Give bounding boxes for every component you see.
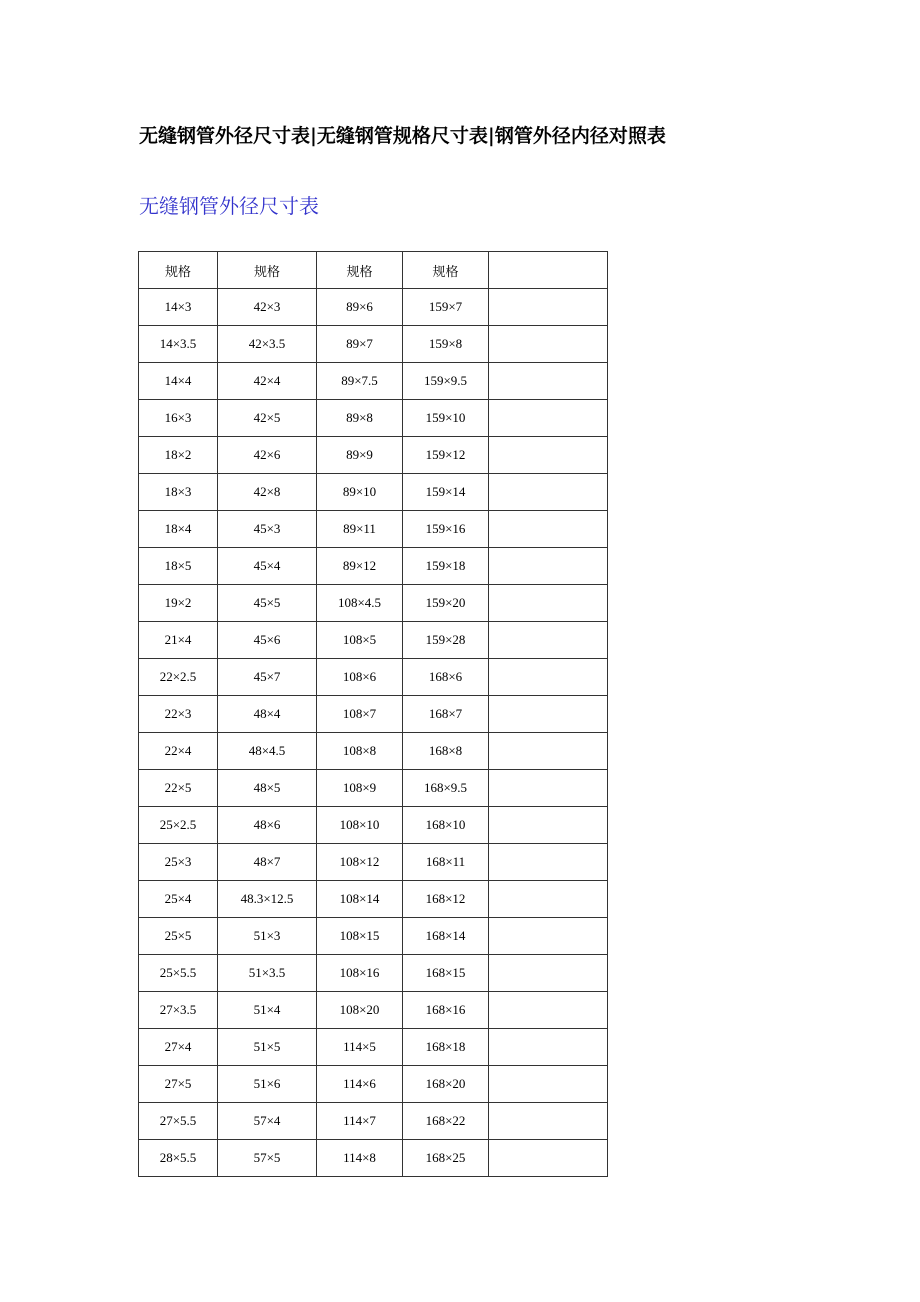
table-cell: 25×5.5 bbox=[139, 955, 218, 992]
table-cell: 168×10 bbox=[403, 807, 489, 844]
table-cell: 42×5 bbox=[218, 400, 317, 437]
table-cell: 159×8 bbox=[403, 326, 489, 363]
table-cell: 108×6 bbox=[317, 659, 403, 696]
table-cell: 27×3.5 bbox=[139, 992, 218, 1029]
table-cell: 22×4 bbox=[139, 733, 218, 770]
table-cell: 18×2 bbox=[139, 437, 218, 474]
table-cell: 48×6 bbox=[218, 807, 317, 844]
table-cell bbox=[489, 622, 608, 659]
table-cell: 159×10 bbox=[403, 400, 489, 437]
table-cell bbox=[489, 400, 608, 437]
table-cell: 21×4 bbox=[139, 622, 218, 659]
table-row bbox=[139, 992, 608, 1029]
table-cell: 48×4 bbox=[218, 696, 317, 733]
table-row bbox=[139, 918, 608, 955]
table-cell bbox=[489, 548, 608, 585]
spec-table bbox=[138, 251, 608, 1177]
table-row bbox=[139, 1103, 608, 1140]
table-header-row bbox=[139, 252, 608, 289]
table-cell: 108×9 bbox=[317, 770, 403, 807]
table-cell: 14×3 bbox=[139, 289, 218, 326]
table-cell bbox=[489, 696, 608, 733]
table-cell: 28×5.5 bbox=[139, 1140, 218, 1177]
table-cell: 168×16 bbox=[403, 992, 489, 1029]
table-cell: 42×4 bbox=[218, 363, 317, 400]
table-cell: 168×18 bbox=[403, 1029, 489, 1066]
table-cell bbox=[489, 326, 608, 363]
table-cell: 25×2.5 bbox=[139, 807, 218, 844]
table-cell: 89×7.5 bbox=[317, 363, 403, 400]
table-cell: 159×18 bbox=[403, 548, 489, 585]
table-row bbox=[139, 437, 608, 474]
table-cell: 108×12 bbox=[317, 844, 403, 881]
table-cell bbox=[489, 844, 608, 881]
table-cell: 57×5 bbox=[218, 1140, 317, 1177]
table-cell: 14×3.5 bbox=[139, 326, 218, 363]
table-cell: 42×6 bbox=[218, 437, 317, 474]
table-cell: 159×7 bbox=[403, 289, 489, 326]
table-cell: 18×4 bbox=[139, 511, 218, 548]
table-cell bbox=[489, 437, 608, 474]
table-row bbox=[139, 585, 608, 622]
document-title: 无缝钢管外径尺寸表|无缝钢管规格尺寸表|钢管外径内径对照表 bbox=[139, 125, 666, 147]
table-cell: 114×7 bbox=[317, 1103, 403, 1140]
table-cell bbox=[489, 511, 608, 548]
table-cell: 108×14 bbox=[317, 881, 403, 918]
table-cell: 27×4 bbox=[139, 1029, 218, 1066]
table-cell: 114×8 bbox=[317, 1140, 403, 1177]
table-cell: 89×9 bbox=[317, 437, 403, 474]
table-cell: 168×15 bbox=[403, 955, 489, 992]
table-row bbox=[139, 659, 608, 696]
table-cell: 89×11 bbox=[317, 511, 403, 548]
table-cell bbox=[489, 955, 608, 992]
table-row bbox=[139, 511, 608, 548]
table-cell: 19×2 bbox=[139, 585, 218, 622]
table-cell: 14×4 bbox=[139, 363, 218, 400]
header-cell: 规格 bbox=[317, 252, 403, 289]
table-row bbox=[139, 548, 608, 585]
header-cell bbox=[489, 252, 608, 289]
table-cell: 42×3.5 bbox=[218, 326, 317, 363]
table-cell: 27×5.5 bbox=[139, 1103, 218, 1140]
table-row bbox=[139, 289, 608, 326]
table-cell: 168×11 bbox=[403, 844, 489, 881]
table-cell: 48×5 bbox=[218, 770, 317, 807]
table-cell: 108×7 bbox=[317, 696, 403, 733]
table-cell: 22×5 bbox=[139, 770, 218, 807]
table-cell bbox=[489, 659, 608, 696]
table-cell: 168×6 bbox=[403, 659, 489, 696]
table-cell: 108×5 bbox=[317, 622, 403, 659]
table-cell: 25×3 bbox=[139, 844, 218, 881]
table-cell: 168×9.5 bbox=[403, 770, 489, 807]
table-cell bbox=[489, 918, 608, 955]
table-cell: 45×6 bbox=[218, 622, 317, 659]
table-cell: 89×7 bbox=[317, 326, 403, 363]
table-cell: 108×16 bbox=[317, 955, 403, 992]
table-cell bbox=[489, 289, 608, 326]
table-cell: 22×2.5 bbox=[139, 659, 218, 696]
table-cell: 25×5 bbox=[139, 918, 218, 955]
table-cell: 48.3×12.5 bbox=[218, 881, 317, 918]
table-row bbox=[139, 400, 608, 437]
table-cell bbox=[489, 992, 608, 1029]
table-cell: 18×5 bbox=[139, 548, 218, 585]
table-cell bbox=[489, 1029, 608, 1066]
table-row bbox=[139, 770, 608, 807]
table-row bbox=[139, 733, 608, 770]
table-cell: 45×7 bbox=[218, 659, 317, 696]
table-cell: 16×3 bbox=[139, 400, 218, 437]
table-cell bbox=[489, 474, 608, 511]
table-cell: 159×28 bbox=[403, 622, 489, 659]
table-cell: 168×7 bbox=[403, 696, 489, 733]
table-cell: 114×6 bbox=[317, 1066, 403, 1103]
table-cell: 42×8 bbox=[218, 474, 317, 511]
table-cell: 48×7 bbox=[218, 844, 317, 881]
table-cell: 159×12 bbox=[403, 437, 489, 474]
table-cell bbox=[489, 363, 608, 400]
table-cell: 159×9.5 bbox=[403, 363, 489, 400]
table-cell bbox=[489, 1103, 608, 1140]
table-cell bbox=[489, 881, 608, 918]
table-cell: 45×4 bbox=[218, 548, 317, 585]
table-cell: 51×6 bbox=[218, 1066, 317, 1103]
table-cell: 159×20 bbox=[403, 585, 489, 622]
table-cell: 108×4.5 bbox=[317, 585, 403, 622]
table-row bbox=[139, 881, 608, 918]
table-cell: 27×5 bbox=[139, 1066, 218, 1103]
table-cell: 108×20 bbox=[317, 992, 403, 1029]
table-cell bbox=[489, 807, 608, 844]
table-cell: 48×4.5 bbox=[218, 733, 317, 770]
table-cell: 159×14 bbox=[403, 474, 489, 511]
table-cell: 168×12 bbox=[403, 881, 489, 918]
table-cell: 108×8 bbox=[317, 733, 403, 770]
table-row bbox=[139, 363, 608, 400]
table-cell bbox=[489, 585, 608, 622]
table-cell: 51×3.5 bbox=[218, 955, 317, 992]
table-cell: 114×5 bbox=[317, 1029, 403, 1066]
table-cell: 25×4 bbox=[139, 881, 218, 918]
table-cell bbox=[489, 770, 608, 807]
table-cell: 57×4 bbox=[218, 1103, 317, 1140]
table-cell: 51×3 bbox=[218, 918, 317, 955]
section-title: 无缝钢管外径尺寸表 bbox=[139, 194, 319, 218]
table-cell: 168×20 bbox=[403, 1066, 489, 1103]
table-cell: 51×5 bbox=[218, 1029, 317, 1066]
table-row bbox=[139, 1140, 608, 1177]
table-row bbox=[139, 807, 608, 844]
table-row bbox=[139, 1029, 608, 1066]
spec-table-body bbox=[139, 252, 608, 1177]
table-cell: 89×10 bbox=[317, 474, 403, 511]
table-cell: 51×4 bbox=[218, 992, 317, 1029]
table-row bbox=[139, 474, 608, 511]
table-row bbox=[139, 955, 608, 992]
table-cell: 108×15 bbox=[317, 918, 403, 955]
table-cell: 168×14 bbox=[403, 918, 489, 955]
table-cell: 168×8 bbox=[403, 733, 489, 770]
table-row bbox=[139, 622, 608, 659]
table-cell: 18×3 bbox=[139, 474, 218, 511]
table-cell: 168×25 bbox=[403, 1140, 489, 1177]
table-cell: 108×10 bbox=[317, 807, 403, 844]
table-cell: 89×6 bbox=[317, 289, 403, 326]
header-cell: 规格 bbox=[218, 252, 317, 289]
header-cell: 规格 bbox=[403, 252, 489, 289]
table-cell: 45×3 bbox=[218, 511, 317, 548]
table-cell: 159×16 bbox=[403, 511, 489, 548]
table-cell: 22×3 bbox=[139, 696, 218, 733]
table-row bbox=[139, 844, 608, 881]
table-cell bbox=[489, 1066, 608, 1103]
table-cell bbox=[489, 733, 608, 770]
table-cell: 42×3 bbox=[218, 289, 317, 326]
table-row bbox=[139, 1066, 608, 1103]
table-cell: 89×12 bbox=[317, 548, 403, 585]
table-row bbox=[139, 326, 608, 363]
table-cell: 168×22 bbox=[403, 1103, 489, 1140]
table-cell: 45×5 bbox=[218, 585, 317, 622]
table-cell: 89×8 bbox=[317, 400, 403, 437]
header-cell: 规格 bbox=[139, 252, 218, 289]
table-row bbox=[139, 696, 608, 733]
table-cell bbox=[489, 1140, 608, 1177]
